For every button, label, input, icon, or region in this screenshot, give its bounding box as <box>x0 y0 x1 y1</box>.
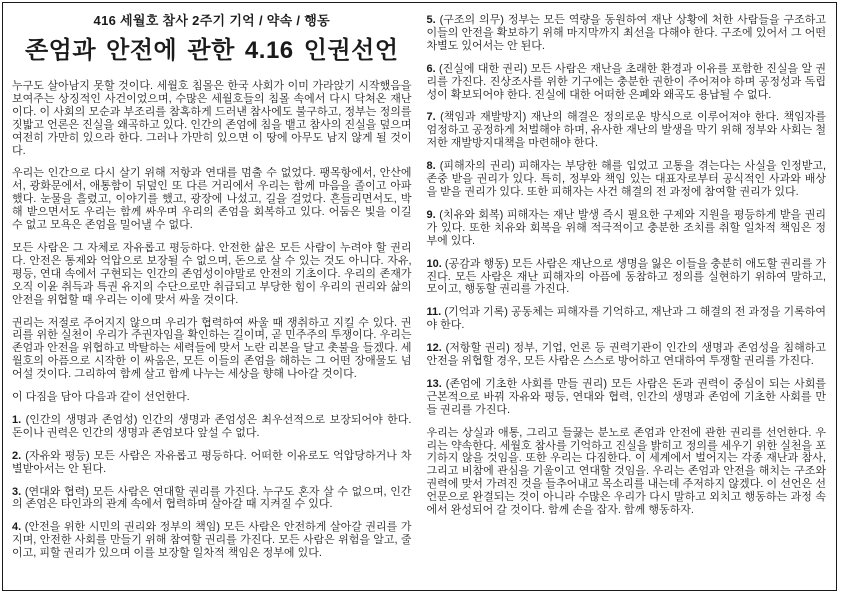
preamble-paragraph: 우리는 인간으로 다시 살기 위해 저항과 연대를 멈출 수 없었다. 팽목항에서, 안산에서, 광화문에서, 애통함이 뒤덮인 또 다른 거리에서 우리는 함께 마음을 졸이고 아파했다. 눈물을 흘렸고, 이야기를 했고, 광장에 나섰고, 길을 걸었다. 흔들리면서도, 박해 받으면서도 우리는 함께 싸우며 우리의 존엄을 회복하고 있다. 어둠은 빛을 이길 수 없고 모욕은 존엄을 밀어낼 수 없다. <box>12 167 412 232</box>
article-number: 12. <box>426 342 442 355</box>
article-5 <box>427 14 827 53</box>
closing-paragraph: 우리는 상실과 애통, 그리고 들끓는 분노로 존엄과 안전에 관한 권리를 선언한다. 우리는 약속한다. 세월호 참사를 기억하고 진실을 밝히고 정의를 세우기 위한 실천을 포기하지 않을 것임을. 또한 우리는 다짐한다. 이 세계에서 벌어지는 각종 재난과 참사, 그리고 비참에 관심을 기울이고 연대할 것임을. 우리는 존엄과 안전을 해치는 구조와 권력에 맞서 가려진 것을 들추어내고 목소리를 내는데 주저하지 않겠다. 이 선언은 선언문으로 완결되는 것이 아니라 수많은 우리가 다시 말하고 외치고 행동하는 과정 속에서 완성되어 갈 것이다. 함께 손을 잡자. 함께 행동하자. <box>426 426 826 517</box>
article-number: 13. <box>426 377 442 390</box>
preamble-paragraph: 권리는 저절로 주어지지 않으며 우리가 협력하여 싸울 때 쟁취하고 지킬 수 있다. 권리를 위한 실천이 우리가 주권자임을 확인하는 길이며, 곧 민주주의 투쟁이다. 우리는 존엄과 안전을 위협하고 박탈하는 세력들에 맞서 노란 리본을 달고 촛불을 들겠다. 세월호의 아픔으로 시작한 이 싸움은, 모든 이들의 존엄을 해하는 그 어떤 장애물도 넘어설 것이다. 그리하여 함께 살고 함께 나누는 세상을 향해 나아갈 것이다. <box>12 316 412 381</box>
article-number: 5. <box>426 14 436 26</box>
article-text: (치유와 회복) 피해자는 재난 발생 즉시 필요한 구제와 지원을 평등하게 받을 권리가 있다. 또한 치유와 회복을 위해 적극적이고 충분한 조치를 취할 일차적 책임은 정부에 있다. <box>426 208 826 247</box>
article-8 <box>427 160 827 199</box>
article-4 <box>12 521 412 560</box>
article-text: (연대와 협력) 모든 사람은 연대할 권리를 가진다. 누구도 혼자 살 수 없으며, 인간의 존엄은 타인과의 관계 속에서 협력하며 살아갈 때 지켜질 수 있다. <box>12 485 412 511</box>
article-13 <box>427 378 827 417</box>
article-1 <box>12 414 412 440</box>
article-7 <box>427 111 827 150</box>
article-number: 7. <box>426 111 436 124</box>
article-11 <box>427 306 827 332</box>
article-12 <box>427 342 827 368</box>
article-3 <box>12 486 412 512</box>
article-number: 2. <box>12 449 22 462</box>
article-text: (진실에 대한 권리) 모든 사람은 재난을 초래한 환경과 이유를 포함한 진실을 알 권리를 가진다. 진상조사를 위한 기구에는 충분한 권한이 주어져야 하며 공정성과 독립성이 확보되어야 한다. 진실에 대한 어떠한 은폐와 왜곡도 용납될 수 없다. <box>426 62 827 101</box>
article-text: (존엄에 기초한 사회를 만들 권리) 모든 사람은 돈과 권력이 중심이 되는 사회를 근본적으로 바꿔 자유와 평등, 연대와 협력, 인간의 생명과 존엄에 기초한 사회를 만들 권리를 가진다. <box>426 377 826 416</box>
event-header: 416 세월호 참사 2주기 기억 / 약속 / 행동 <box>93 13 330 28</box>
article-number: 6. <box>426 62 436 75</box>
article-number: 9. <box>426 208 436 221</box>
article-number: 4. <box>12 521 22 534</box>
article-text: (피해자의 권리) 피해자는 부당한 해를 입었고 고통을 겪는다는 사실을 인정받고, 존중 받을 권리가 있다. 특히, 정부와 책임 있는 대표자로부터 공식적인 사과와 배상을 받을 권리가 있다. 또한 피해자는 사건 해결의 전 과정에 참여할 권리가 있다. <box>426 160 826 198</box>
article-number: 10. <box>426 257 442 270</box>
article-6 <box>427 63 827 102</box>
article-number: 1. <box>12 413 22 426</box>
declaration-page <box>2 2 837 591</box>
article-number: 11. <box>426 306 442 319</box>
article-number: 3. <box>12 485 22 498</box>
article-text: (인간의 생명과 존엄성) 인간의 생명과 존엄성은 최우선적으로 보장되어야 한다. 돈이나 권력은 인간의 생명과 존엄보다 앞설 수 없다. <box>12 413 412 439</box>
article-text: (자유와 평등) 모든 사람은 자유롭고 평등하다. 어떠한 이유로도 억압당하거나 차별받아서는 안 된다. <box>12 449 412 475</box>
article-10 <box>427 258 827 297</box>
article-number: 8. <box>426 160 436 173</box>
preamble-paragraph: 누구도 살아남지 못할 것이다. 세월호 침몰은 한국 사회가 이미 가라앉기 시작했음을 보여주는 상징적인 사건이었으며, 수많은 세월호들의 침몰 속에서 다시 닥쳐온 재난이다. 이 사회의 모순과 부조리를 참혹하게 드러낸 참사에도 불구하고, 정부는 정의를 짓밟고 언론은 진실을 왜곡하고 있다. 인간의 존엄에 침을 뱉고 참사의 진실을 덮으며 여전히 가만히 있으라 한다. 그러나 가만히 있으면 이 땅에 아무도 남지 않게 될 것이다. <box>12 80 412 157</box>
article-9 <box>427 209 827 248</box>
declaration-intro: 이 다짐을 담아 다음과 같이 선언한다. <box>12 391 190 404</box>
right-column <box>427 9 827 584</box>
article-text: (책임과 재발방지) 재난의 해결은 정의로운 방식으로 이루어져야 한다. 책임자를 엄정하고 공정하게 처벌해야 하며, 유사한 재난의 발생을 막기 위해 정부와 사회는 철저한 재발방지대책을 마련해야 한다. <box>426 111 826 150</box>
left-column <box>12 9 412 584</box>
article-text: (공감과 행동) 모든 사람은 재난으로 생명을 잃은 이들을 충분히 애도할 권리를 가진다. 모든 사람은 재난 피해자의 아픔에 동참하고 정의를 실현하기 위하여 말하고, 모이고, 행동할 권리를 가진다. <box>426 257 826 296</box>
article-text: (안전을 위한 시민의 권리와 정부의 책임) 모든 사람은 안전하게 살아갈 권리를 가지며, 안전한 사회를 만들기 위해 참여할 권리를 가진다. 모든 사람은 위험을 알고, 줄이고, 피할 권리가 있으며 이를 보장할 일차적 책임은 정부에 있다. <box>12 521 412 560</box>
article-text: (기억과 기록) 공동체는 피해자를 기억하고, 재난과 그 해결의 전 과정을 기록하여야 한다. <box>426 306 826 332</box>
preamble-paragraph: 모든 사람은 그 자체로 자유롭고 평등하다. 안전한 삶은 모든 사람이 누려야 할 권리다. 안전은 통제와 억압으로 보장될 수 없으며, 돈으로 살 수 있는 것도 아니다. 자유, 평등, 연대 속에서 구현되는 인간의 존엄성이야말로 안전의 기초이다. 우리의 존재가 오직 이윤 취득과 특권 유지의 수단으로만 취급되고 부당한 힘이 우리의 권리와 삶의 안전을 위협할 때 우리는 이에 맞서 싸울 것이다. <box>12 241 412 306</box>
article-text: (저항할 권리) 정부, 기업, 언론 등 권력기관이 인간의 생명과 존엄성을 침해하고 안전을 위협할 경우, 모든 사람은 스스로 방어하고 연대하여 투쟁할 권리를 가진다. <box>426 342 826 368</box>
article-2 <box>12 450 412 476</box>
page-title: 존엄과 안전에 관한 4.16 인권선언 <box>24 37 399 64</box>
article-text: (구조의 의무) 정부는 모든 역량을 동원하여 재난 상황에 처한 사람들을 구조하고 이들의 안전을 확보하기 위해 마지막까지 최선을 다해야 한다. 구조에 있어서 그 어떤 차별도 있어서는 안 된다. <box>426 14 826 52</box>
